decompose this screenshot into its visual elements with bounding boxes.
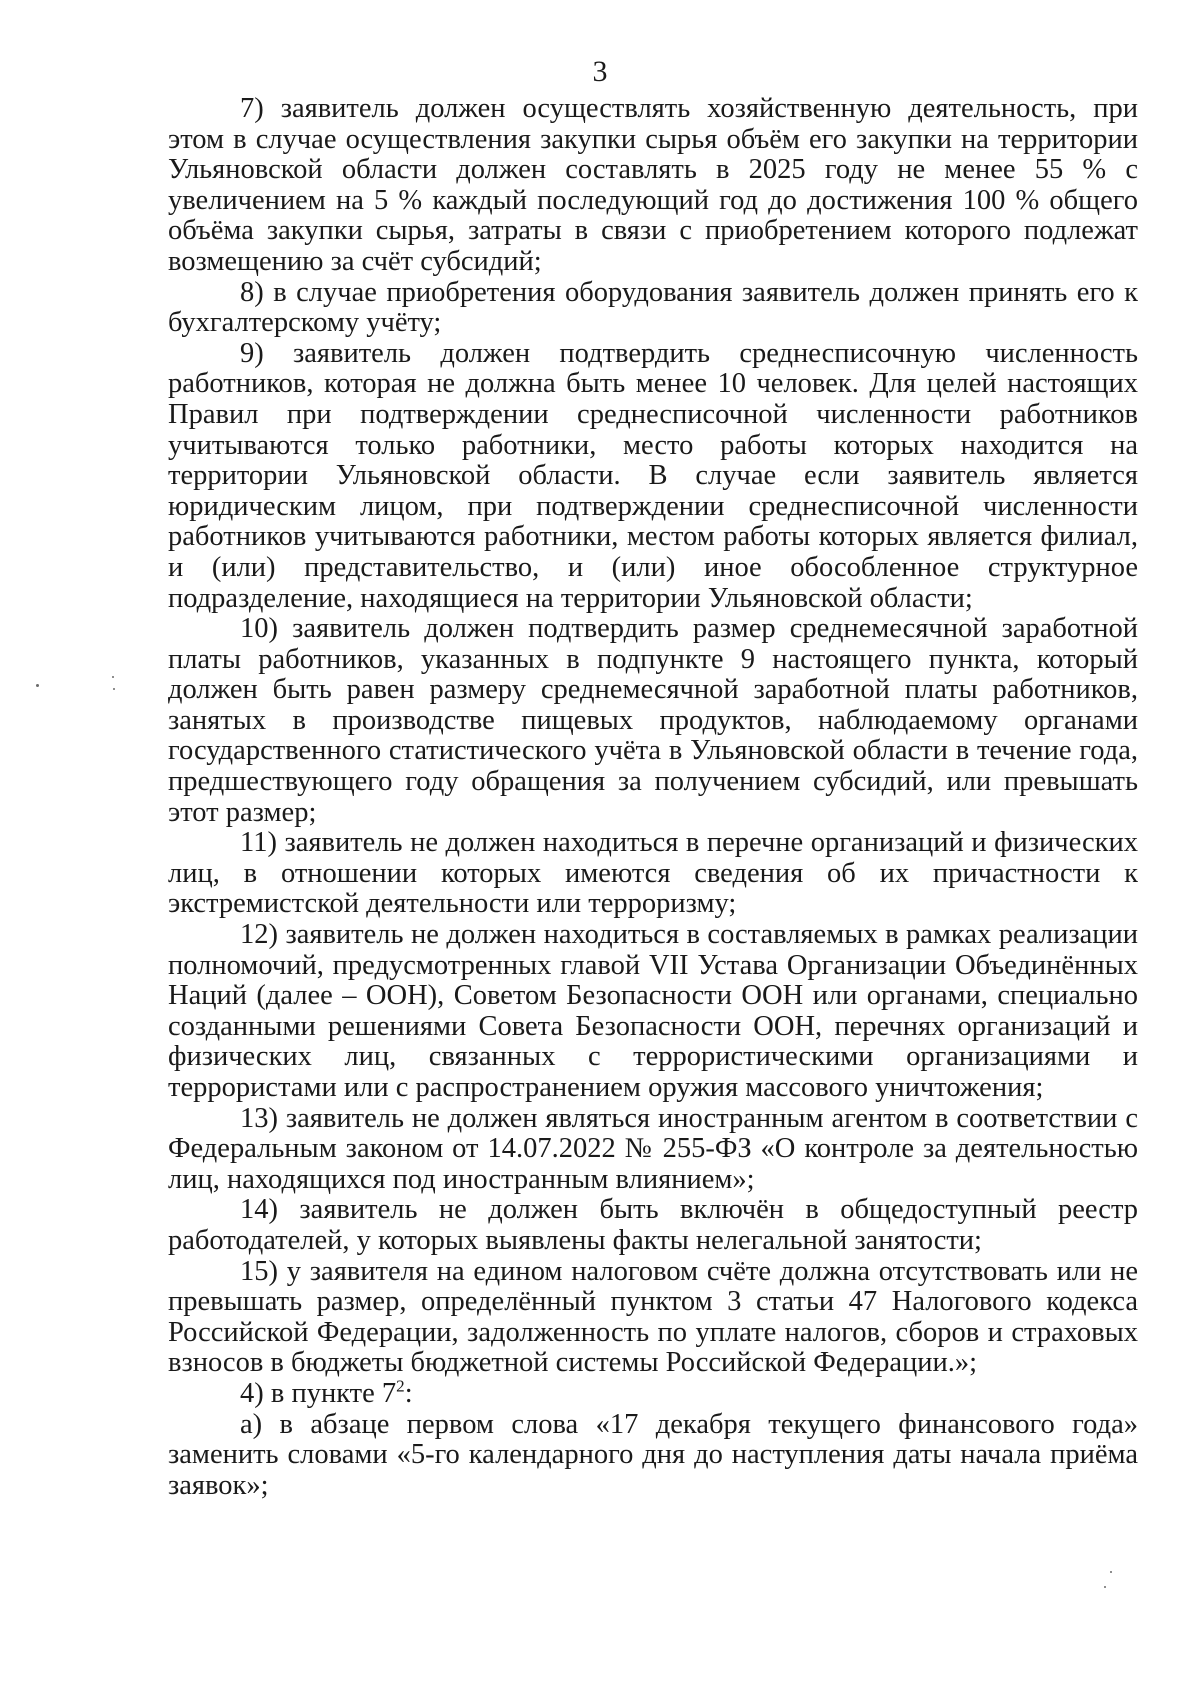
scan-speck [36, 684, 39, 687]
paragraph-item-13: 13) заявитель не должен являться иностранным агентом в соответствии с Федеральным законом от 14.07.2022 № 255-ФЗ «О контроле за деятельностью лиц, находящихся под иностранным влиянием»; [168, 1102, 1138, 1195]
amendment-4-suffix: : [404, 1377, 413, 1409]
paragraph-item-7: 7) заявитель должен осуществлять хозяйственную деятельность, при этом в случае осуществления закупки сырья объём его закупки на территории Ульяновской области должен составлять в 2025 году не менее 55 % с увеличением на 5 % каждый последующий год до достижения 100 % общего объёма закупки сырья, затраты в связи с приобретением которого подлежат возмещению за счёт субсидий; [168, 93, 1138, 277]
document-body [168, 94, 1138, 1501]
paragraph-amendment-4 [168, 1376, 1138, 1410]
scan-speck [112, 676, 114, 678]
paragraph-item-15: 15) у заявителя на едином налоговом счёте должна отсутствовать или не превышать размер, определённый пунктом 3 статьи 47 Налогового кодекса Российской Федерации, задолженность по уплате налогов, сборов и страховых взносов в бюджеты бюджетной системы Российской Федерации.»; [168, 1255, 1138, 1379]
scan-speck [1110, 1571, 1112, 1573]
paragraph-item-14: 14) заявитель не должен быть включён в общедоступный реестр работодателей, у которых выявлены факты нелегальной занятости; [168, 1194, 1138, 1256]
scan-speck [1104, 1586, 1106, 1588]
paragraph-item-9: 9) заявитель должен подтвердить среднесписочную численность работников, которая не должна быть менее 10 человек. Для целей настоящих Правил при подтверждении среднесписочной численности работников учитываются только работники, место работы которых находится на территории Ульяновской области. В случае если заявитель является юридическим лицом, при подтверждении среднесписочной численности работников учитываются работники, местом работы которых является филиал, и (или) представительство, и (или) иное обособленное структурное подразделение, находящиеся на территории Ульяновской области; [168, 337, 1138, 614]
paragraph-item-12: 12) заявитель не должен находиться в составляемых в рамках реализации полномочий, предусмотренных главой VII Устава Организации Объединённых Наций (далее – ООН), Советом Безопасности ООН или органами, специально созданными решениями Совета Безопасности ООН, перечнях организаций и физических лиц, связанных с террористическими организациями и террористами или с распространением оружия массового уничтожения; [168, 919, 1138, 1103]
paragraph-item-10: 10) заявитель должен подтвердить размер среднемесячной заработной платы работников, указанных в подпункте 9 настоящего пункта, который должен быть равен размеру среднемесячной заработной платы работников, занятых в производстве пищевых продуктов, наблюдаемому органами государственного статистического учёта в Ульяновской области в течение года, предшествующего году обращения за получением субсидий, или превышать этот размер; [168, 613, 1138, 828]
page-number: 3 [592, 55, 608, 88]
paragraph-item-8: 8) в случае приобретения оборудования заявитель должен принять его к бухгалтерскому учёту; [168, 276, 1138, 339]
paragraph-amendment-a: а) в абзаце первом слова «17 декабря текущего финансового года» заменить словами «5-го календарного дня до наступления даты начала приёма заявок»; [168, 1408, 1138, 1501]
paragraph-item-11: 11) заявитель не должен находиться в перечне организаций и физических лиц, в отношении которых имеются сведения об их причастности к экстремистской деятельности или терроризму; [168, 827, 1138, 920]
amendment-4-text: 4) в пункте 7 [240, 1377, 397, 1409]
scan-speck [113, 688, 115, 690]
amendment-4-superscript: 2 [396, 1376, 405, 1396]
